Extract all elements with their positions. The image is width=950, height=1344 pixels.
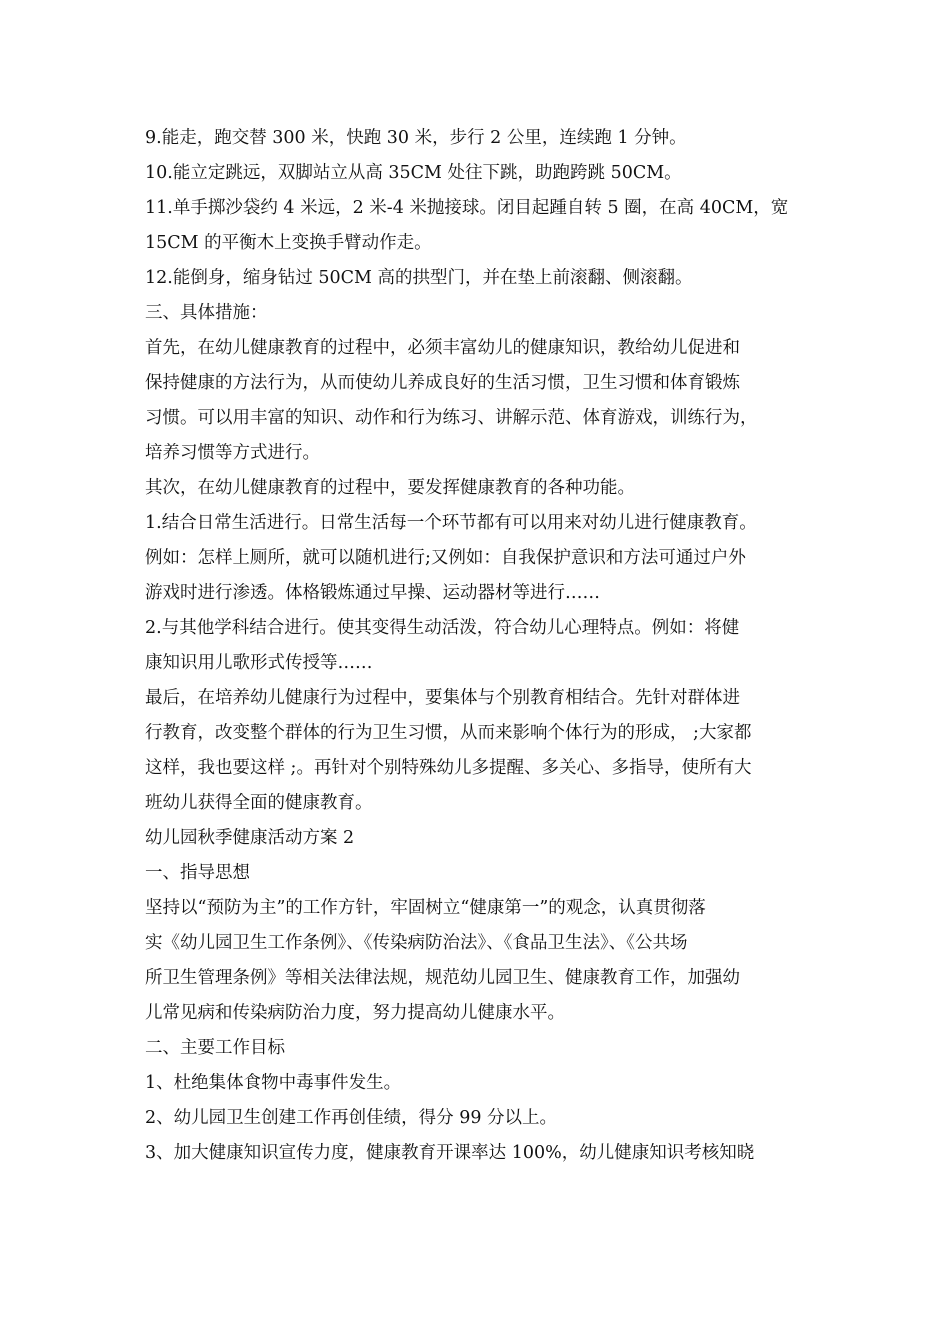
text-line: 2.与其他学科结合进行。使其变得生动活泼，符合幼儿心理特点。例如：将健 — [145, 618, 740, 638]
text-line: 其次，在幼儿健康教育的过程中，要发挥健康教育的各种功能。 — [145, 478, 635, 498]
text-line: 习惯。可以用丰富的知识、动作和行为练习、讲解示范、体育游戏，训练行为， — [145, 408, 758, 428]
text-line: 康知识用儿歌形式传授等…… — [145, 653, 373, 673]
text-line: 例如：怎样上厕所，就可以随机进行;又例如：自我保护意识和方法可通过户外 — [145, 548, 746, 568]
text-line: 9.能走，跑交替 300 米，快跑 30 米，步行 2 公里，连续跑 1 分钟。 — [145, 128, 687, 148]
text-line: 保持健康的方法行为，从而使幼儿养成良好的生活习惯，卫生习惯和体育锻炼 — [145, 373, 740, 393]
text-line: 班幼儿获得全面的健康教育。 — [145, 793, 373, 813]
section-heading: 三、具体措施： — [145, 303, 268, 323]
text-line: 15CM 的平衡木上变换手臂动作走。 — [145, 233, 432, 253]
text-line: 坚持以“预防为主”的工作方针，牢固树立“健康第一”的观念，认真贯彻落 — [145, 898, 706, 918]
text-line: 游戏时进行渗透。体格锻炼通过早操、运动器材等进行…… — [145, 583, 600, 603]
text-line: 行教育，改变整个群体的行为卫生习惯，从而来影响个体行为的形成， ;大家都 — [145, 723, 752, 743]
text-line: 1.结合日常生活进行。日常生活每一个环节都有可以用来对幼儿进行健康教育。 — [145, 513, 757, 533]
list-item: 3、加大健康知识宣传力度，健康教育开课率达 100%，幼儿健康知识考核知晓 — [145, 1143, 755, 1163]
section-heading: 二、主要工作目标 — [145, 1038, 285, 1058]
text-line: 首先，在幼儿健康教育的过程中，必须丰富幼儿的健康知识，教给幼儿促进和 — [145, 338, 740, 358]
text-line: 培养习惯等方式进行。 — [145, 443, 320, 463]
text-line: 最后，在培养幼儿健康行为过程中，要集体与个别教育相结合。先针对群体进 — [145, 688, 740, 708]
text-line: 10.能立定跳远，双脚站立从高 35CM 处往下跳，助跑跨跳 50CM。 — [145, 163, 682, 183]
list-item: 1、杜绝集体食物中毒事件发生。 — [145, 1073, 402, 1093]
text-line: 11.单手掷沙袋约 4 米远，2 米-4 米抛接球。闭目起踵自转 5 圈，在高 40CM，宽 — [145, 198, 789, 218]
list-item: 2、幼儿园卫生创建工作再创佳绩，得分 99 分以上。 — [145, 1108, 558, 1128]
section-heading: 一、指导思想 — [145, 863, 250, 883]
text-line: 所卫生管理条例》等相关法律法规，规范幼儿园卫生、健康教育工作，加强幼 — [145, 968, 740, 988]
text-line: 儿常见病和传染病防治力度，努力提高幼儿健康水平。 — [145, 1003, 565, 1023]
text-line: 实《幼儿园卫生工作条例》、《传染病防治法》、《食品卫生法》、《公共场 — [145, 933, 688, 953]
text-line: 12.能倒身，缩身钻过 50CM 高的拱型门，并在垫上前滚翻、侧滚翻。 — [145, 268, 693, 288]
document-title: 幼儿园秋季健康活动方案 2 — [145, 828, 355, 848]
document-body — [145, 121, 813, 1171]
text-line: 这样，我也要这样 ;。再针对个别特殊幼儿多提醒、多关心、多指导，使所有大 — [145, 758, 752, 778]
